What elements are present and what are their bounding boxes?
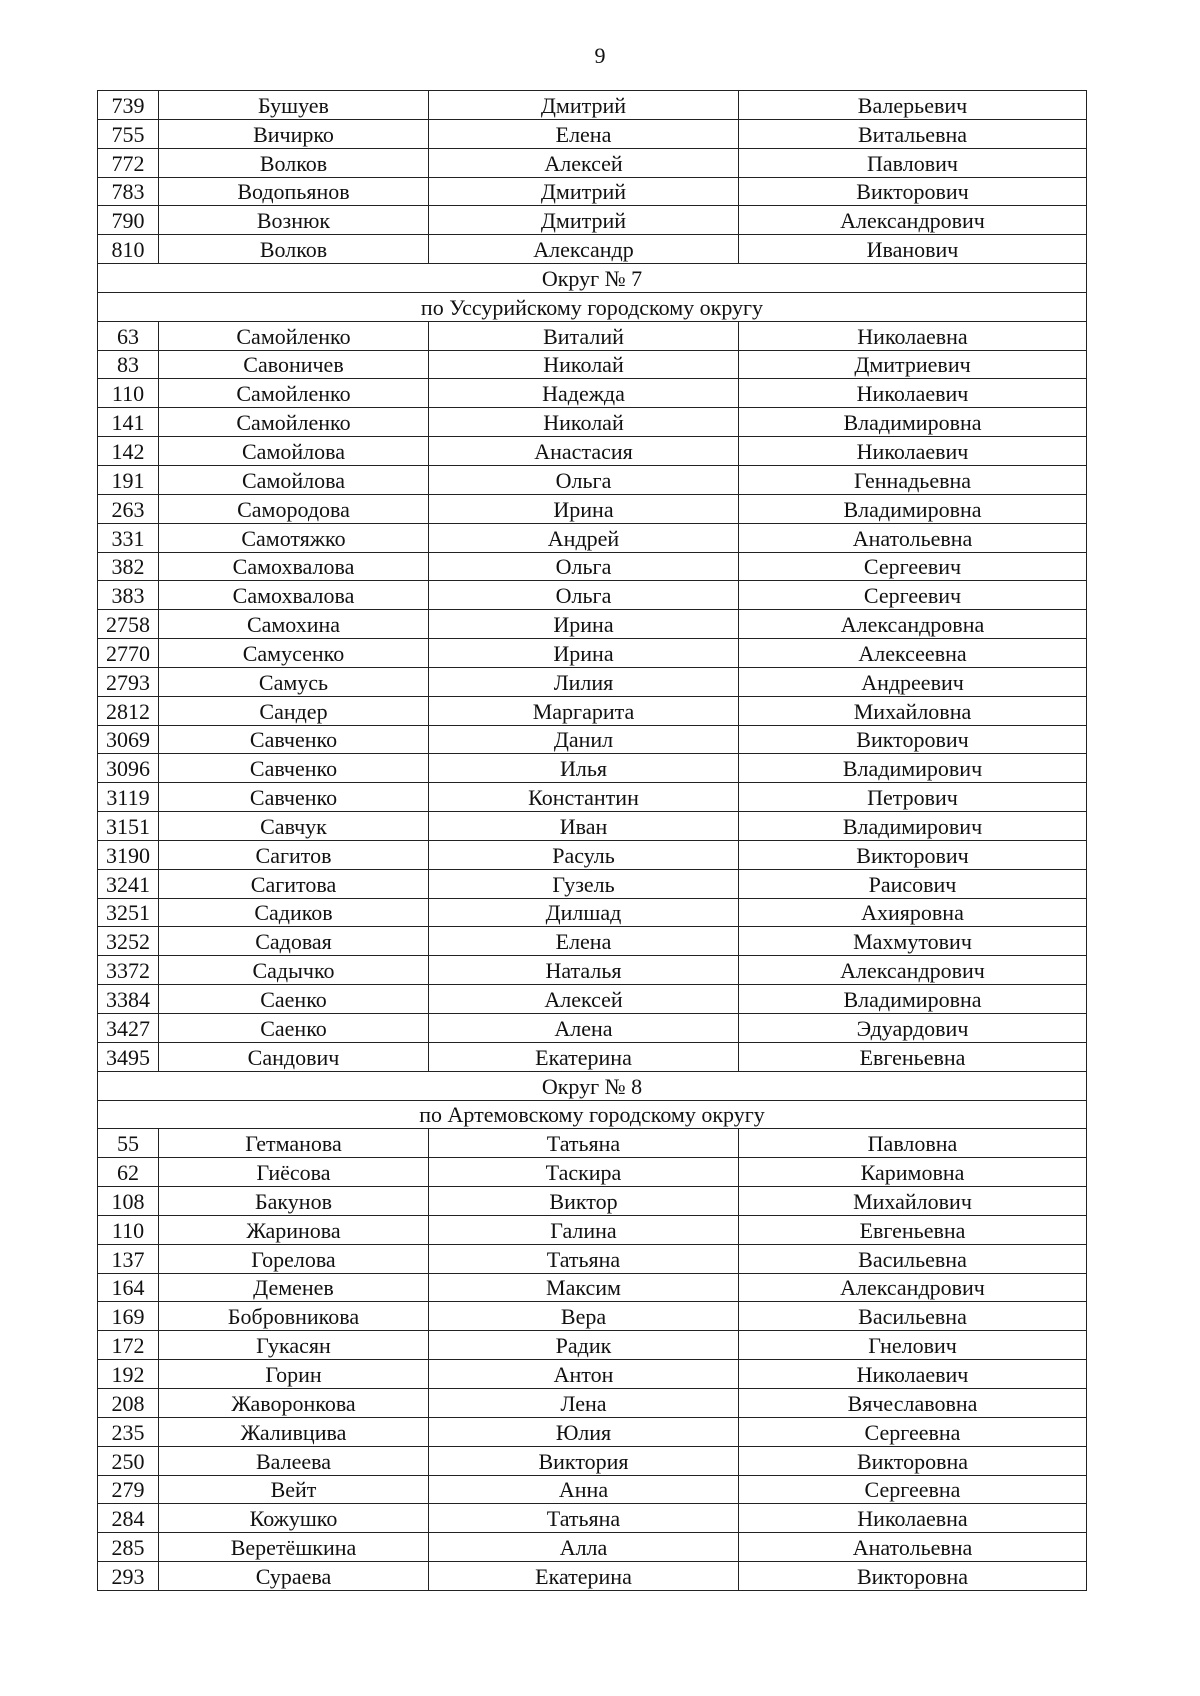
district-heading: Округ № 7: [98, 264, 1087, 293]
first-name: Андрей: [429, 523, 739, 552]
first-name: Алла: [429, 1533, 739, 1562]
last-name: Савченко: [159, 725, 429, 754]
first-name: Илья: [429, 754, 739, 783]
table-row: [98, 1244, 1087, 1273]
row-number: 137: [98, 1244, 159, 1273]
patronymic: Павлович: [739, 148, 1087, 177]
first-name: Дмитрий: [429, 91, 739, 120]
row-number: 739: [98, 91, 159, 120]
first-name: Вера: [429, 1302, 739, 1331]
patronymic: Николаевич: [739, 437, 1087, 466]
last-name: Деменев: [159, 1273, 429, 1302]
patronymic: Алексеевна: [739, 639, 1087, 668]
table-row: [98, 379, 1087, 408]
row-number: 3151: [98, 812, 159, 841]
table-row: [98, 667, 1087, 696]
row-number: 208: [98, 1388, 159, 1417]
last-name: Самохина: [159, 610, 429, 639]
last-name: Волков: [159, 148, 429, 177]
patronymic: Викторовна: [739, 1562, 1087, 1591]
patronymic: Владимирович: [739, 754, 1087, 783]
first-name: Александр: [429, 235, 739, 264]
patronymic: Александровна: [739, 610, 1087, 639]
last-name: Самойлова: [159, 437, 429, 466]
table-row: [98, 552, 1087, 581]
table-row: [98, 350, 1087, 379]
district-heading-row: [98, 292, 1087, 321]
patronymic: Владимирович: [739, 812, 1087, 841]
table-row: [98, 1504, 1087, 1533]
patronymic: Гнелович: [739, 1331, 1087, 1360]
patronymic: Павловна: [739, 1129, 1087, 1158]
row-number: 790: [98, 206, 159, 235]
last-name: Самотяжко: [159, 523, 429, 552]
table-row: [98, 1129, 1087, 1158]
patronymic: Сергеевич: [739, 552, 1087, 581]
row-number: 62: [98, 1158, 159, 1187]
first-name: Виктория: [429, 1446, 739, 1475]
row-number: 110: [98, 379, 159, 408]
table-row: [98, 523, 1087, 552]
district-heading-row: [98, 264, 1087, 293]
first-name: Иван: [429, 812, 739, 841]
table-row: [98, 1014, 1087, 1043]
row-number: 3252: [98, 927, 159, 956]
first-name: Ирина: [429, 494, 739, 523]
patronymic: Евгеньевна: [739, 1042, 1087, 1071]
row-number: 250: [98, 1446, 159, 1475]
patronymic: Александрович: [739, 1273, 1087, 1302]
last-name: Самусь: [159, 667, 429, 696]
last-name: Савоничев: [159, 350, 429, 379]
first-name: Виктор: [429, 1187, 739, 1216]
row-number: 2758: [98, 610, 159, 639]
row-number: 772: [98, 148, 159, 177]
row-number: 169: [98, 1302, 159, 1331]
table-row: [98, 1417, 1087, 1446]
first-name: Константин: [429, 783, 739, 812]
patronymic: Вячеславовна: [739, 1388, 1087, 1417]
last-name: Вейт: [159, 1475, 429, 1504]
last-name: Веретёшкина: [159, 1533, 429, 1562]
row-number: 63: [98, 321, 159, 350]
table-row: [98, 494, 1087, 523]
row-number: 55: [98, 1129, 159, 1158]
last-name: Сандер: [159, 696, 429, 725]
first-name: Ирина: [429, 639, 739, 668]
patronymic: Васильевна: [739, 1244, 1087, 1273]
last-name: Жаливцива: [159, 1417, 429, 1446]
row-number: 284: [98, 1504, 159, 1533]
row-number: 3251: [98, 898, 159, 927]
row-number: 285: [98, 1533, 159, 1562]
row-number: 3241: [98, 869, 159, 898]
patronymic: Анатольевна: [739, 1533, 1087, 1562]
row-number: 3427: [98, 1014, 159, 1043]
row-number: 192: [98, 1360, 159, 1389]
last-name: Сагитова: [159, 869, 429, 898]
first-name: Екатерина: [429, 1562, 739, 1591]
table-row: [98, 1360, 1087, 1389]
last-name: Гукасян: [159, 1331, 429, 1360]
patronymic: Викторович: [739, 177, 1087, 206]
first-name: Елена: [429, 119, 739, 148]
first-name: Расуль: [429, 840, 739, 869]
table-row: [98, 783, 1087, 812]
row-number: 235: [98, 1417, 159, 1446]
table-row: [98, 1475, 1087, 1504]
first-name: Алексей: [429, 148, 739, 177]
last-name: Жаринова: [159, 1215, 429, 1244]
patronymic: Геннадьевна: [739, 465, 1087, 494]
table-row: [98, 1215, 1087, 1244]
table-row: [98, 1273, 1087, 1302]
patronymic: Махмутович: [739, 927, 1087, 956]
table-row: [98, 321, 1087, 350]
table-row: [98, 177, 1087, 206]
last-name: Самойленко: [159, 379, 429, 408]
table-row: [98, 898, 1087, 927]
first-name: Надежда: [429, 379, 739, 408]
row-number: 3384: [98, 985, 159, 1014]
table-row: [98, 465, 1087, 494]
patronymic: Ахияровна: [739, 898, 1087, 927]
table-row: [98, 408, 1087, 437]
first-name: Антон: [429, 1360, 739, 1389]
last-name: Жаворонкова: [159, 1388, 429, 1417]
patronymic: Каримовна: [739, 1158, 1087, 1187]
patronymic: Эдуардович: [739, 1014, 1087, 1043]
first-name: Дилшад: [429, 898, 739, 927]
patronymic: Николаевич: [739, 379, 1087, 408]
table-row: [98, 840, 1087, 869]
patronymic: Анатольевна: [739, 523, 1087, 552]
patronymic: Евгеньевна: [739, 1215, 1087, 1244]
first-name: Юлия: [429, 1417, 739, 1446]
row-number: 2793: [98, 667, 159, 696]
row-number: 755: [98, 119, 159, 148]
first-name: Татьяна: [429, 1504, 739, 1533]
first-name: Дмитрий: [429, 206, 739, 235]
last-name: Самойлова: [159, 465, 429, 494]
patronymic: Валерьевич: [739, 91, 1087, 120]
table-row: [98, 956, 1087, 985]
last-name: Сураева: [159, 1562, 429, 1591]
first-name: Радик: [429, 1331, 739, 1360]
table-row: [98, 725, 1087, 754]
table-row: [98, 235, 1087, 264]
table-row: [98, 119, 1087, 148]
patronymic: Сергеевич: [739, 581, 1087, 610]
table-row: [98, 581, 1087, 610]
patronymic: Николаевна: [739, 321, 1087, 350]
first-name: Таскира: [429, 1158, 739, 1187]
row-number: 810: [98, 235, 159, 264]
patronymic: Михайловна: [739, 696, 1087, 725]
first-name: Галина: [429, 1215, 739, 1244]
table-row: [98, 1187, 1087, 1216]
first-name: Екатерина: [429, 1042, 739, 1071]
row-number: 2812: [98, 696, 159, 725]
table-row: [98, 1042, 1087, 1071]
patronymic: Сергеевна: [739, 1475, 1087, 1504]
last-name: Валеева: [159, 1446, 429, 1475]
table-row: [98, 1533, 1087, 1562]
first-name: Дмитрий: [429, 177, 739, 206]
district-heading-row: [98, 1100, 1087, 1129]
first-name: Маргарита: [429, 696, 739, 725]
table-row: [98, 927, 1087, 956]
table-row: [98, 985, 1087, 1014]
first-name: Елена: [429, 927, 739, 956]
row-number: 383: [98, 581, 159, 610]
patronymic: Раисович: [739, 869, 1087, 898]
last-name: Самойленко: [159, 321, 429, 350]
table-row: [98, 91, 1087, 120]
row-number: 3495: [98, 1042, 159, 1071]
last-name: Савчук: [159, 812, 429, 841]
table-row: [98, 610, 1087, 639]
last-name: Горин: [159, 1360, 429, 1389]
first-name: Лена: [429, 1388, 739, 1417]
first-name: Гузель: [429, 869, 739, 898]
table-row: [98, 696, 1087, 725]
last-name: Савченко: [159, 754, 429, 783]
last-name: Вичирко: [159, 119, 429, 148]
last-name: Горелова: [159, 1244, 429, 1273]
table-row: [98, 437, 1087, 466]
table-row: [98, 206, 1087, 235]
row-number: 110: [98, 1215, 159, 1244]
table-row: [98, 148, 1087, 177]
patronymic: Викторовна: [739, 1446, 1087, 1475]
last-name: Саенко: [159, 985, 429, 1014]
last-name: Савченко: [159, 783, 429, 812]
first-name: Татьяна: [429, 1129, 739, 1158]
table-row: [98, 1331, 1087, 1360]
row-number: 191: [98, 465, 159, 494]
patronymic: Витальевна: [739, 119, 1087, 148]
patronymic: Николаевна: [739, 1504, 1087, 1533]
district-heading: по Артемовскому городскому округу: [98, 1100, 1087, 1129]
last-name: Самойленко: [159, 408, 429, 437]
last-name: Волков: [159, 235, 429, 264]
table-row: [98, 1388, 1087, 1417]
row-number: 331: [98, 523, 159, 552]
first-name: Ирина: [429, 610, 739, 639]
last-name: Садиков: [159, 898, 429, 927]
row-number: 142: [98, 437, 159, 466]
first-name: Виталий: [429, 321, 739, 350]
row-number: 172: [98, 1331, 159, 1360]
last-name: Гетманова: [159, 1129, 429, 1158]
last-name: Садовая: [159, 927, 429, 956]
table-row: [98, 869, 1087, 898]
page-number: 9: [594, 43, 606, 68]
roster-body: [98, 91, 1087, 1591]
last-name: Водопьянов: [159, 177, 429, 206]
last-name: Бакунов: [159, 1187, 429, 1216]
row-number: 3069: [98, 725, 159, 754]
first-name: Татьяна: [429, 1244, 739, 1273]
patronymic: Владимировна: [739, 494, 1087, 523]
first-name: Анастасия: [429, 437, 739, 466]
table-row: [98, 754, 1087, 783]
last-name: Бушуев: [159, 91, 429, 120]
last-name: Садычко: [159, 956, 429, 985]
patronymic: Петрович: [739, 783, 1087, 812]
patronymic: Александрович: [739, 206, 1087, 235]
table-row: [98, 639, 1087, 668]
first-name: Николай: [429, 408, 739, 437]
last-name: Саенко: [159, 1014, 429, 1043]
first-name: Анна: [429, 1475, 739, 1504]
first-name: Ольга: [429, 465, 739, 494]
last-name: Самородова: [159, 494, 429, 523]
last-name: Самохвалова: [159, 552, 429, 581]
row-number: 3372: [98, 956, 159, 985]
first-name: Данил: [429, 725, 739, 754]
row-number: 783: [98, 177, 159, 206]
row-number: 164: [98, 1273, 159, 1302]
patronymic: Александрович: [739, 956, 1087, 985]
patronymic: Иванович: [739, 235, 1087, 264]
patronymic: Михайлович: [739, 1187, 1087, 1216]
first-name: Наталья: [429, 956, 739, 985]
patronymic: Владимировна: [739, 985, 1087, 1014]
row-number: 3096: [98, 754, 159, 783]
patronymic: Владимировна: [739, 408, 1087, 437]
first-name: Ольга: [429, 581, 739, 610]
last-name: Сагитов: [159, 840, 429, 869]
patronymic: Сергеевна: [739, 1417, 1087, 1446]
patronymic: Васильевна: [739, 1302, 1087, 1331]
patronymic: Викторович: [739, 840, 1087, 869]
row-number: 141: [98, 408, 159, 437]
table-row: [98, 1446, 1087, 1475]
last-name: Кожушко: [159, 1504, 429, 1533]
row-number: 3119: [98, 783, 159, 812]
first-name: Алексей: [429, 985, 739, 1014]
row-number: 263: [98, 494, 159, 523]
roster-table: [97, 90, 1087, 1591]
row-number: 108: [98, 1187, 159, 1216]
last-name: Вознюк: [159, 206, 429, 235]
row-number: 279: [98, 1475, 159, 1504]
row-number: 83: [98, 350, 159, 379]
table-row: [98, 1158, 1087, 1187]
table-row: [98, 1302, 1087, 1331]
first-name: Николай: [429, 350, 739, 379]
row-number: 2770: [98, 639, 159, 668]
last-name: Самусенко: [159, 639, 429, 668]
table-row: [98, 1562, 1087, 1591]
row-number: 3190: [98, 840, 159, 869]
patronymic: Андреевич: [739, 667, 1087, 696]
last-name: Гиёсова: [159, 1158, 429, 1187]
first-name: Лилия: [429, 667, 739, 696]
row-number: 293: [98, 1562, 159, 1591]
last-name: Бобровникова: [159, 1302, 429, 1331]
district-heading-row: [98, 1071, 1087, 1100]
last-name: Самохвалова: [159, 581, 429, 610]
district-heading: Округ № 8: [98, 1071, 1087, 1100]
last-name: Сандович: [159, 1042, 429, 1071]
first-name: Ольга: [429, 552, 739, 581]
patronymic: Николаевич: [739, 1360, 1087, 1389]
table-row: [98, 812, 1087, 841]
first-name: Алена: [429, 1014, 739, 1043]
row-number: 382: [98, 552, 159, 581]
district-heading: по Уссурийскому городскому округу: [98, 292, 1087, 321]
first-name: Максим: [429, 1273, 739, 1302]
patronymic: Викторович: [739, 725, 1087, 754]
patronymic: Дмитриевич: [739, 350, 1087, 379]
